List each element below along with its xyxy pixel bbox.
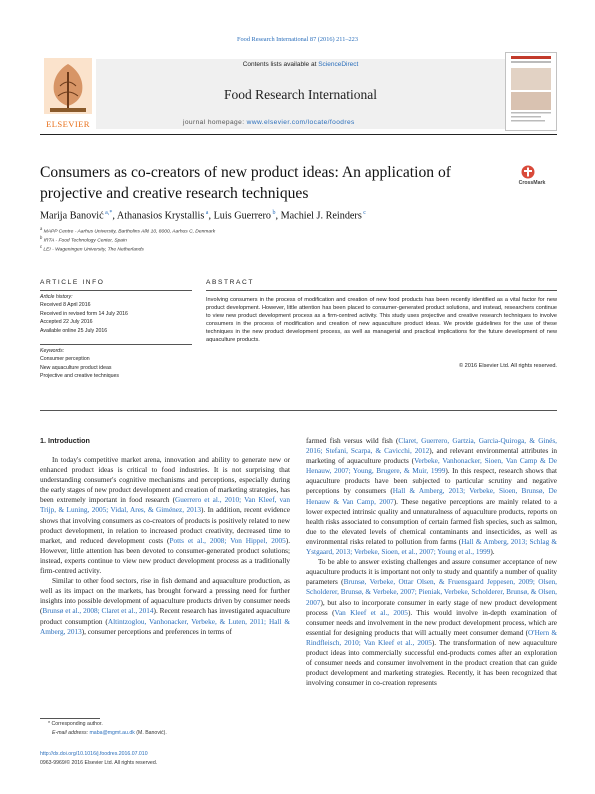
keyword-item: Consumer perception <box>40 356 90 363</box>
paragraph-text: ). However, little attention has been devoted to consumer-generated product solutions; instead, experts continue to view new product development process as a traditionally firm-centred activity. <box>40 536 291 576</box>
author-affiliation-marker[interactable]: c <box>361 210 366 216</box>
author-affiliation-marker[interactable]: a <box>204 210 209 216</box>
paragraph-text: ), but also to incorporate consumer in early stage of new product development process ( <box>306 598 557 617</box>
issn-line: 0963-9969/© 2016 Elsevier Ltd. All rights reserved. <box>40 759 158 766</box>
history-online: Available online 25 July 2016 <box>40 327 108 334</box>
citation-link[interactable]: Brunsø et al., 2008; Claret et al., 2014 <box>42 607 154 616</box>
author-name[interactable]: Machiel J. Reinders <box>280 210 362 222</box>
contents-line <box>96 61 505 68</box>
author-name[interactable]: Athanasios Krystallis <box>116 210 205 222</box>
citation-link[interactable]: Hall & Amberg, 2013; Verbeke, Sioen, Brunsø, De Henauw & Van Camp, 2007 <box>306 487 557 506</box>
journal-cover-thumbnail[interactable] <box>505 52 557 131</box>
right-column <box>306 436 557 688</box>
paragraph <box>40 455 290 576</box>
author-affiliation-marker[interactable]: b <box>271 210 276 216</box>
paragraph-text: ). <box>490 548 495 557</box>
publisher-name: ELSEVIER <box>46 119 90 129</box>
email-link[interactable]: maba@mgmt.au.dk <box>89 729 135 736</box>
doi-link[interactable]: http://dx.doi.org/10.1016/j.foodres.2016.07.010 <box>40 751 148 757</box>
crossmark-label: CrossMark <box>518 180 546 186</box>
history-label: Article history: <box>40 294 73 300</box>
abstract-end-rule <box>40 410 557 411</box>
article-title: Consumers as co-creators of new product ideas: An application of projective and creative research techniques <box>40 164 451 202</box>
corresponding-author-note: * Corresponding author. <box>48 721 103 727</box>
paragraph-text: ). Recent research has investigated aquaculture product consumption ( <box>40 607 291 626</box>
section-heading: 1. Introduction <box>40 436 90 445</box>
paragraph <box>306 557 557 688</box>
journal-homepage <box>183 119 355 126</box>
abstract-heading: ABSTRACT <box>206 279 254 286</box>
journal-name: Food Research International <box>224 87 377 102</box>
affiliation-c: $^c$ LEI - Wageningen University, The Netherlands <box>40 244 144 253</box>
citation-link[interactable]: Guerrero et al., 2010; Van Kleef, van Trijp, & Luning, 2005; Vidal, Ares, & Giménez, 2013 <box>40 496 290 515</box>
footnote-block <box>40 720 167 737</box>
citation-link[interactable]: Brunsø, Verbeke, Ottar Olsen, & Fruensgaard Jeppesen, 2009; Olsen, Scholderer, Brunsø, & Verbeke, 2007; Pieniak, Verbeke, Scholderer, Brunsø, & Olsen, 2007 <box>306 578 557 607</box>
history-accepted: Accepted 22 July 2016 <box>40 319 93 326</box>
contents-prefix: Contents lists available at <box>242 61 319 68</box>
keyword-item: New aquaculture product ideas <box>40 364 112 371</box>
keywords-block <box>40 347 192 381</box>
crossmark-badge[interactable] <box>507 165 557 187</box>
abstract-copyright: © 2016 Elsevier Ltd. All rights reserved. <box>458 363 557 369</box>
doi-block <box>40 750 157 767</box>
keyword-item: Projective and creative techniques <box>40 373 120 380</box>
paragraph-text: ). In this respect, research shows that aquaculture products have been subjected to particular scrutiny and negative perceptions by consumers ( <box>306 467 557 496</box>
paragraph-text: ), consumer perceptions and preferences in terms of <box>81 627 232 636</box>
email-note: E-mail address: maba@mgmt.au.dk (M. Banović). <box>52 729 167 736</box>
article-info-heading: ARTICLE INFO <box>40 279 105 286</box>
keywords-rule <box>40 344 192 345</box>
journal-reference[interactable]: Food Research International 87 (2016) 211–223 <box>237 36 358 43</box>
left-column <box>40 455 290 637</box>
citation-link[interactable]: Claret, Guerrero, Gartzia, Garcia-Quiroga, & Ginés, 2016; Stefani, Scarpa, & Cavicchi, 2012 <box>306 437 557 456</box>
citation-link[interactable]: Altintzoglou, Vanhonacker, Verbeke, & Luten, 2011; Hall & Amberg, 2013 <box>40 617 290 636</box>
paragraph-text: ). These negative perceptions are mainly related to a lower expected intrinsic quality and unnaturalness of aquaculture products, reports on health risks associated to consumption of certain farmed fish species, such as salmon, due to the elevated levels of chemical contaminants and insecticides, as well as environmental risks related to pollution from farms ( <box>306 497 557 546</box>
citation-link[interactable]: Hall & Amberg, 2013; Schlag & Ystgaard, 2013; Verbeke, Sioen, et al., 2007; Young et al., 1999 <box>306 537 557 557</box>
paragraph-text: Similar to other food sectors, rise in fish demand and aquaculture production, as well as its impact on the markets, has brought forward a pressing need for further insights into possible development of aquaculture products driven by consumer needs ( <box>40 577 290 616</box>
homepage-label: journal homepage: <box>183 119 247 126</box>
author-name[interactable]: Luis Guerrero <box>213 210 271 222</box>
paragraph-text: farmed fish versus wild fish ( <box>306 437 399 445</box>
article-history <box>40 293 192 335</box>
paragraph-text: ), and relevant environmental attributes in marketing of aquaculture products ( <box>306 447 557 466</box>
citation-link[interactable]: O'Hern & Rindfleisch, 2010; Van Kleef et al., 2005 <box>306 628 557 647</box>
paragraph-text: ). This would involve in-depth examination of consumer needs and involvement in the new product development process, which are essential for designing products that will actually meet consumer demand ( <box>306 608 557 637</box>
author-affiliation-marker[interactable]: a,* <box>103 210 113 216</box>
footnote-rule <box>40 718 100 719</box>
homepage-link[interactable]: www.elsevier.com/locate/foodres <box>246 119 355 126</box>
author-name[interactable]: Marija Banović <box>40 210 104 222</box>
sciencedirect-link[interactable]: ScienceDirect <box>318 61 359 68</box>
affiliation-a: $^a$ MAPP Centre - Aarhus University, Bartholins Allé 10, 8000, Aarhus C, Denmark <box>40 226 216 235</box>
keywords-label: Keywords: <box>40 348 65 354</box>
paragraph-text: In today's competitive market arena, innovation and ability to generate new or enhanced product ideas is critical to food industries. It is not surprising that understanding consumer's cognitive mechanisms and perceptions, especially during the early stages of new product development and creation of marketing strategies, has been extremely important in food research ( <box>40 456 290 505</box>
paragraph-text: ). The transformation of new aquaculture product ideas into commercially successful end-products comes after an exploration of consumer needs and consumer involvement in the product creation that can guide product development and marketing strategies. Recently, it has been recognized that involving consumer in co-creation represents <box>306 638 558 688</box>
history-revised: Received in revised form 14 July 2016 <box>40 310 128 317</box>
affiliation-b: $^b$ IRTA - Food Technology Center, Spain <box>40 235 127 244</box>
citation-link[interactable]: Van Kleef et al., 2005 <box>334 608 408 617</box>
citation-link[interactable]: Verbeke, Vanhonacker, Sioen, Van Camp & De Henauw, 2007; Young, Brugere, & Muir, 1999 <box>306 457 557 476</box>
paragraph <box>40 576 290 637</box>
abstract-rule <box>206 290 557 291</box>
abstract-text: Involving consumers in the process of modification and creation of new food products has been recently identified as a vital factor for new product development. However, little attention has been placed to consumer-generated product solutions, and instead, researchers continue to view new product development process as a firm-centred activity. This study uses projective and creative research techniques to involve consumers in the process of modification and creation of new aquaculture product ideas. We provide guidelines for the use of these techniques in the new product development process, as well as managerial and practical implications for the future development of new aquaculture products. <box>206 297 557 344</box>
paragraph <box>306 436 557 557</box>
elsevier-logo[interactable] <box>40 56 96 132</box>
paragraph-text: To be able to answer existing challenges and assure consumer acceptance of new aquaculture products it is important not only to study and quantify a number of quality parameters ( <box>306 558 557 587</box>
paragraph-text: ). In addition, recent evidence shows that involving consumers as co-creators of products is positively related to new product development, in relation to increased product creativity, decreased time to market, and reduced development costs ( <box>40 506 290 545</box>
crossmark-icon <box>521 165 535 179</box>
author-list: Marija Banović $^{a,*}$, Athanasios Krystallis $^a$, Luis Guerrero $^b$, Machiel J. Reinders $^c$ <box>40 210 366 222</box>
masthead-rule <box>40 134 557 135</box>
history-received: Received 8 April 2016 <box>40 302 91 309</box>
citation-link[interactable]: Potts et al., 2008; Von Hippel, 2005 <box>169 536 286 545</box>
article-info-rule <box>40 290 192 291</box>
